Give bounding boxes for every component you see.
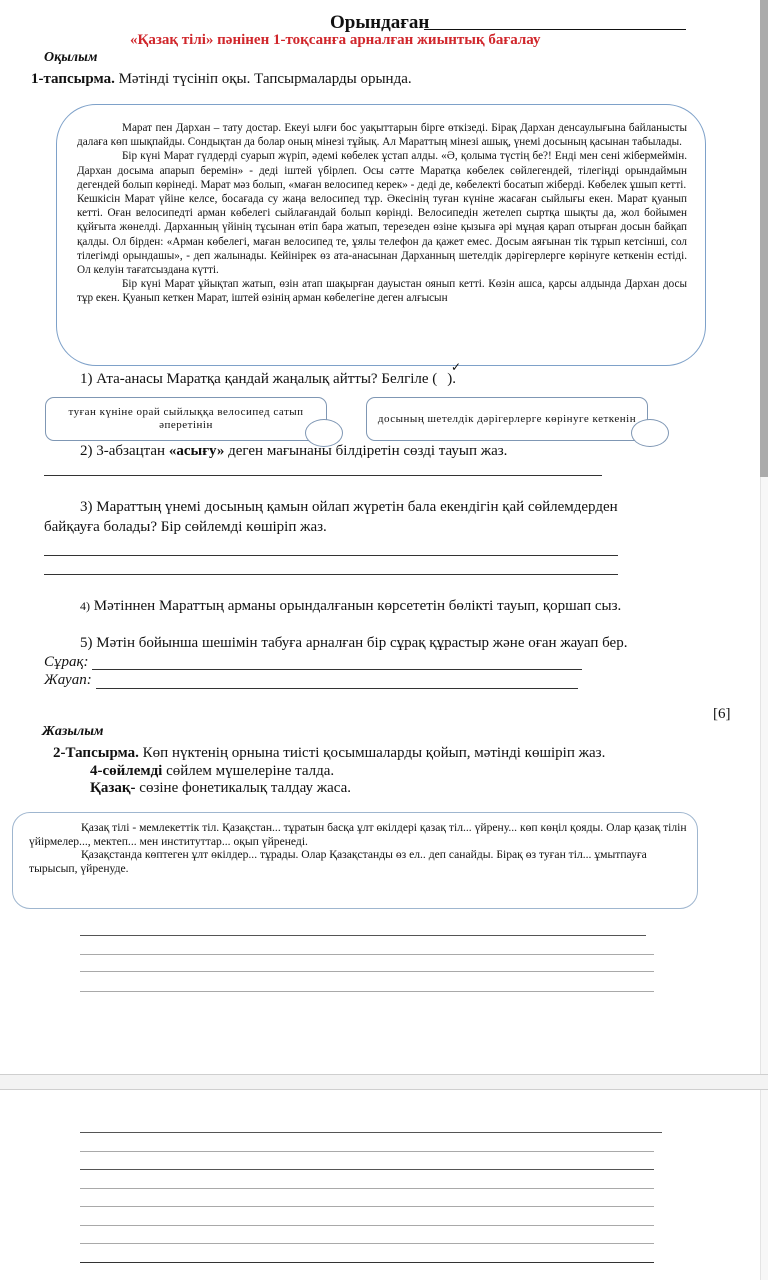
- question-2: [80, 443, 507, 460]
- page2-answer-line-2[interactable]: [80, 1151, 654, 1152]
- page2-answer-line-3[interactable]: [80, 1169, 654, 1170]
- reading-paragraph-2: Бір күні Марат гүлдерді суарып жүріп, әдемі көбелек ұстап алды. «Ә, қолыма түстің бе?! Енді мен сені жібермеймін. Дархан досыма апарып беремін» - деді іштей үбірлеп. Осы сәтте Маратқа көбелек сөйлегендей, тілегіңді орындаймын дегендей болып көрінеді. Марат мәз болып, «маған велосипед керек» - деді де, көбелекті босатып жіберді. Көбелек ұшып кетті.: [77, 150, 687, 191]
- question-5: 5) Мәтін бойынша шешімін табуға арналған бір сұрақ құрастыр және оған жауап бер.: [80, 635, 628, 651]
- task1-text: Мәтінді түсініп оқы. Тапсырмаларды орында.: [114, 71, 412, 87]
- performer-label: Орындаған: [330, 12, 430, 33]
- question-2-keyword: «асығу»: [168, 443, 225, 459]
- task2-label: 2-Тапсырма.: [53, 745, 139, 761]
- question-2-text-post: деген мағынаны білдіретін сөзді тауып жаз.: [224, 443, 508, 459]
- writing-answer-line-2[interactable]: [80, 954, 654, 955]
- task2-subtask-2-text: сөзіне фонетикалық талдау жаса.: [135, 780, 351, 796]
- reading-text-box: [56, 104, 706, 366]
- question-4: [80, 598, 621, 615]
- question-4-number: 4): [80, 599, 90, 613]
- reading-paragraph-3: Кешкісін Марат үйіне келсе, босағада су жаңа велосипед тұр. Әкесінің туған күніне жасаған сыйлығы екен. Марат қуанып кетті. Оған велосипедті арман көбелегі сыйлағандай болып көрінді. Велосипедін жетелеп сыртқа шықты да, жол бойымен құйғыта жөнелді. Дарханның үйінің тұсынан өтіп бара жатып, терезеден өзіне қызыға әрі мұңая қарап отырған досын байқап қалды. Ол бірден: «Арман көбелегі, маған велосипед те, ұялы телефон да қажет емес. Досым аяғынан тік тұрып кетсінші, сол тілегімді орындашы», - деп жалынады. Кейінірек өз ата-анасынан Дарханның шетелдік дәрігерлерге көрінуге кеткенін естіді. Ол келуін тағатсыздана күтті.: [77, 193, 687, 277]
- task2-subtask-1: [90, 763, 334, 780]
- q2-answer-line[interactable]: [44, 475, 602, 476]
- task2-subtask-1-bold: 4-сөйлемді: [90, 763, 163, 779]
- task2-subtask-1-text: сөйлем мүшелеріне талда.: [162, 763, 335, 779]
- q1-option-1[interactable]: [45, 397, 327, 441]
- writing-section-title: Жазылым: [42, 724, 104, 739]
- task2-text: Көп нүктенің орнына тиісті қосымшаларды қойып, мәтінді көшіріп жаз.: [138, 745, 606, 761]
- reading-text: [77, 121, 687, 306]
- page-break: [0, 1074, 768, 1090]
- question-1-text: 1) Ата-анасы Маратқа қандай жаңалық айтты? Белгіле (: [80, 371, 438, 387]
- vertical-scrollbar-thumb[interactable]: [760, 0, 768, 477]
- question-1-close: ).: [447, 371, 457, 387]
- question-2-text-pre: 2) 3-абзацтан: [80, 443, 169, 459]
- writing-paragraph-2: Қазақстанда көптеген ұлт өкілдер... тұрады. Олар Қазақстанды өз ел.. деп санайды. Бірақ өз туған тіл... ұмытпауға тырысып, үйренуде.: [29, 848, 647, 875]
- q1-option-2-text: досының шетелдік дәрігерлерге көрінуге кеткенін: [377, 412, 637, 425]
- task1-instruction: [31, 71, 412, 88]
- q5-answer-line[interactable]: [96, 688, 578, 689]
- writing-answer-line-3[interactable]: [80, 971, 654, 972]
- writing-text-box: [12, 812, 698, 909]
- question-4-text: Мәтіннен Мараттың арманы орындалғанын көрсететін бөлікті тауып, қоршап сыз.: [90, 598, 622, 614]
- q3-answer-line-1[interactable]: [44, 555, 618, 556]
- task1-label: 1-тапсырма.: [31, 71, 115, 87]
- performer-name-line[interactable]: [424, 29, 686, 30]
- q5-question-line[interactable]: [92, 669, 582, 670]
- q1-option-2-checkbox[interactable]: [631, 419, 669, 447]
- answer-label: Жауап:: [44, 672, 92, 688]
- writing-text: [29, 821, 689, 875]
- page2-answer-line-6[interactable]: [80, 1225, 654, 1226]
- document-page-2: [0, 1090, 760, 1280]
- question-label: Сұрақ:: [44, 654, 89, 670]
- reading-section-title: Оқылым: [44, 50, 98, 65]
- score-badge: [6]: [713, 706, 731, 722]
- document-subtitle: «Қазақ тілі» пәнінен 1-тоқсанға арналған жиынтық бағалау: [130, 32, 541, 48]
- page2-answer-line-8[interactable]: [80, 1262, 654, 1263]
- task2-subtask-2: [90, 780, 351, 797]
- reading-paragraph-4: Бір күні Марат ұйықтап жатып, өзін атап шақырған дауыстан оянып кетті. Көзін ашса, қарсы алдында Дархан досы тұр екен. Қуанып кеткен Марат, іштей өзінің арман көбелегіне деген алғысын: [77, 278, 687, 305]
- q3-answer-line-2[interactable]: [44, 574, 618, 575]
- question-3-line-1: 3) Мараттың үнемі досының қамын ойлап жүретін бала екендігін қай сөйлемдерден: [80, 499, 618, 515]
- q1-option-2[interactable]: [366, 397, 648, 441]
- page2-answer-line-4[interactable]: [80, 1188, 654, 1189]
- page2-answer-line-7[interactable]: [80, 1243, 654, 1244]
- writing-answer-line-1[interactable]: [80, 935, 646, 936]
- page2-answer-line-5[interactable]: [80, 1206, 654, 1207]
- q1-option-1-text: туған күніне орай сыйлыққа велосипед сатып әперетінін: [68, 406, 304, 431]
- writing-paragraph-1: Қазақ тілі - мемлекеттік тіл. Қазақстан... тұратын басқа ұлт өкілдері қазақ тіл... үйрену... көп көңіл қояды. Олар қазақ тілін үйірмелер..., мектеп... мен институттар... оқып үйренеді.: [29, 821, 687, 848]
- question-3-line-2: байқауға болады? Бір сөйлемді көшіріп жаз.: [44, 519, 327, 535]
- writing-answer-line-4[interactable]: [80, 991, 654, 992]
- page2-answer-line-1[interactable]: [80, 1132, 662, 1133]
- task2-instruction: [53, 745, 605, 762]
- vertical-scrollbar-track-page2[interactable]: [760, 1090, 768, 1280]
- checkmark-icon: ✓: [451, 360, 462, 374]
- question-1: [80, 371, 456, 388]
- reading-paragraph-1: Марат пен Дархан – тату достар. Екеуі ылғи бос уақыттарын бірге өткізеді. Бірақ Дархан денсаулығына байланысты далаға көп шықпайды. Сондықтан да болар оның мінезі тұйық. Ал Мараттың мінезі ашық, үнемі досының қасынан табылады.: [77, 122, 687, 149]
- task2-subtask-2-bold: Қазақ-: [90, 780, 136, 796]
